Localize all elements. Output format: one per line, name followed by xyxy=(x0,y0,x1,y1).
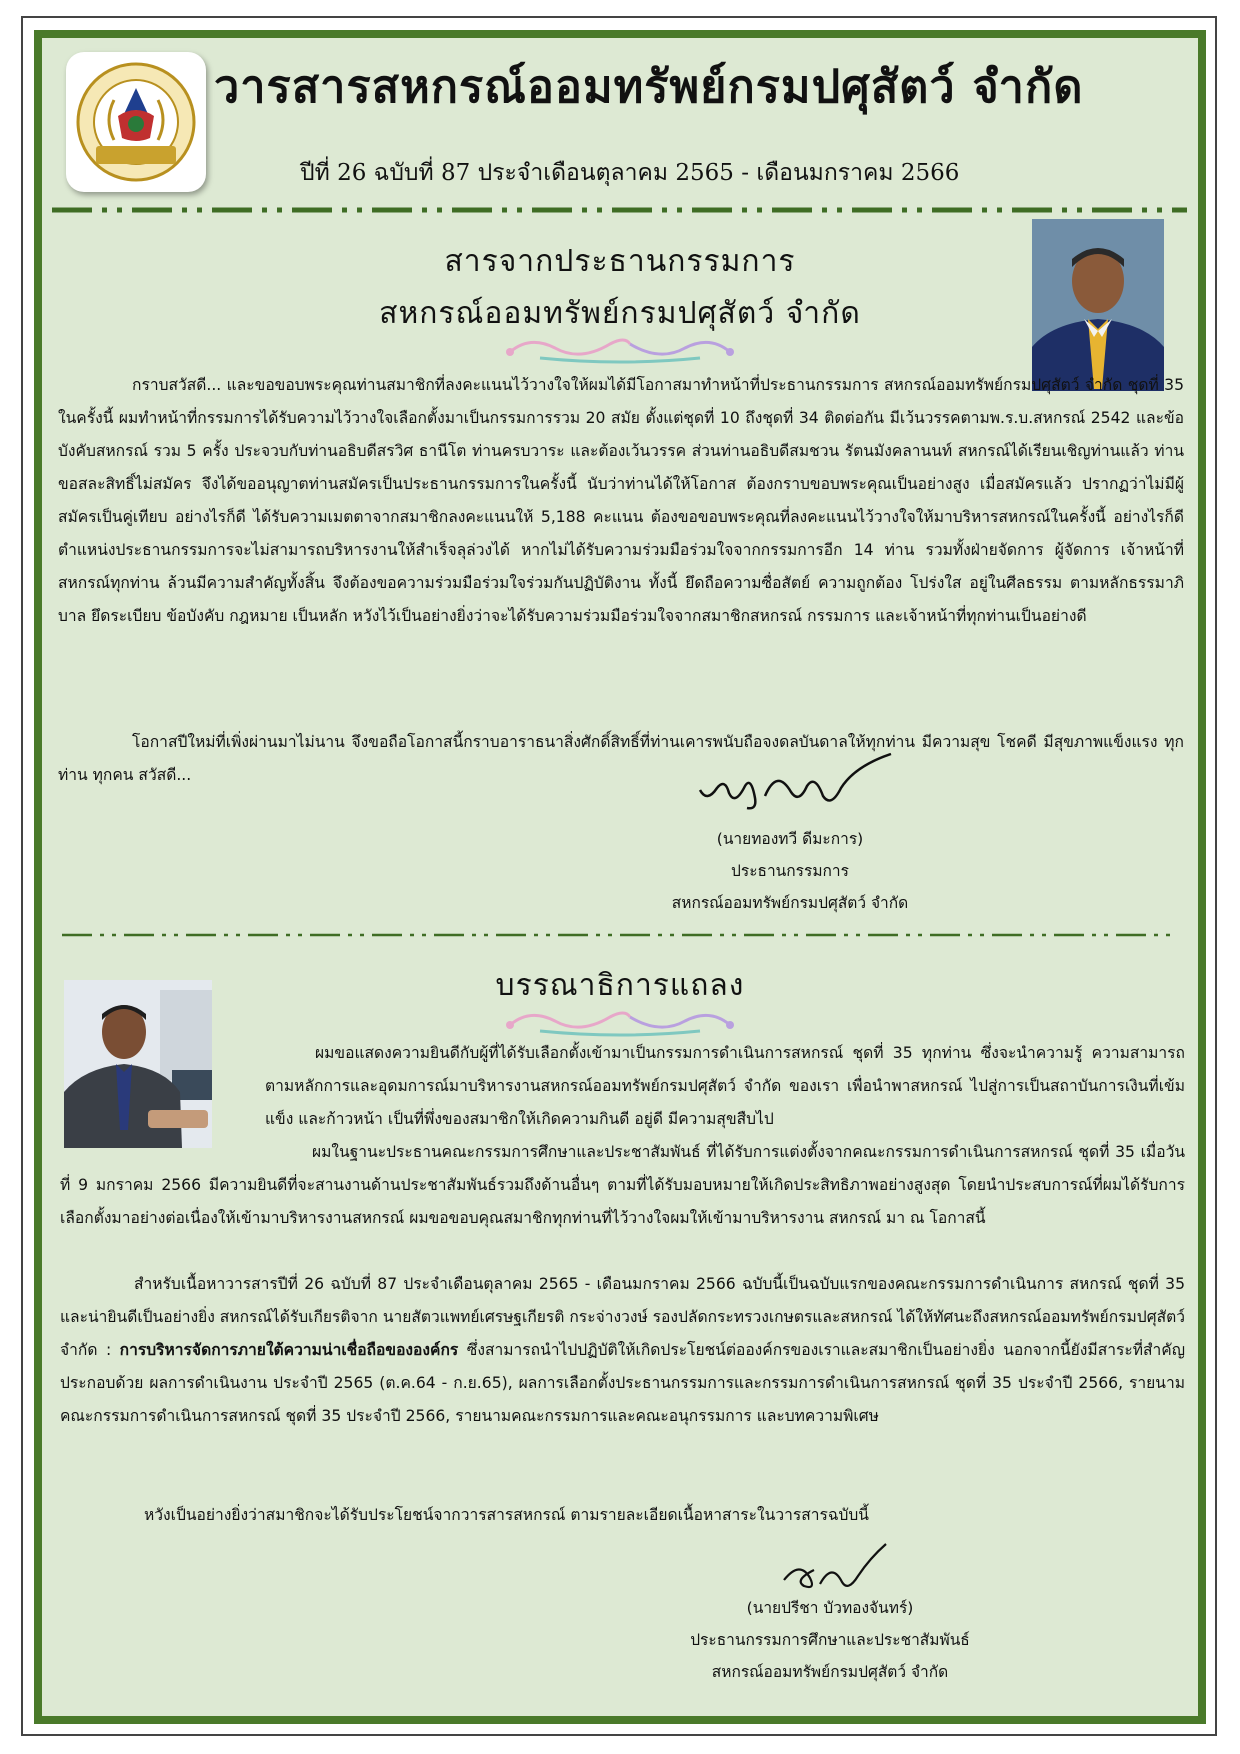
coop-logo xyxy=(66,52,206,192)
editorial-paragraph-3-text-b: ซึ่งสามารถนำไปปฏิบัติให้เกิดประโยชน์ต่อองค์กรของเราและสมาชิกเป็นอย่างยิ่ง นอกจากนี้ยังมีสาระที่สำคัญประกอบด้วย ผลการดำเนินงาน ประจำปี 2565 (ต.ค.64 - ก.ย.65), ผลการเลือกตั้งประธานกรรมการและกรรมการดำเนินการสหกรณ์ ชุดที่ 35 ประจำปี 2566, รายนามคณะกรรมการดำเนินการสหกรณ์ ชุดที่ 35 ประจำปี 2566, รายนามคณะกรรมการและคณะอนุกรรมการ และบทความพิเศษ xyxy=(60,1341,1185,1425)
chairman-paragraph-1: กราบสวัสดี... และขอขอบพระคุณท่านสมาชิกที่ลงคะแนนไว้วางใจให้ผมได้มีโอกาสมาทำหน้าที่ประธานกรรมการ สหกรณ์ออมทรัพย์กรมปศุสัตว์ จำกัด ชุดที่ 35 ในครั้งนี้ ผมทำหน้าที่กรรมการได้รับความไว้วางใจเลือกตั้งมาเป็นกรรมการรวม 20 สมัย ตั้งแต่ชุดที่ 10 ถึงชุดที่ 34 ติดต่อกัน มีเว้นวรรคตามพ.ร.บ.สหกรณ์ 2542 และข้อบังคับสหกรณ์ รวม 5 ครั้ง ประจวบกับท่านอธิบดีสรวิศ ธานีโต ท่านครบวาระ และต้องเว้นวรรค ส่วนท่านอธิบดีสมชวน รัตนมังคลานนท์ สหกรณ์ได้เรียนเชิญท่านแล้ว ท่านขอสละสิทธิ์ไม่สมัคร จึงได้ขออนุญาตท่านสมัครเป็นประธานกรรมการในครั้งนี้ นับว่าท่านได้ให้โอกาส ต้องกราบขอบพระคุณเป็นอย่างสูง เมื่อสมัครแล้ว ปรากฏว่าไม่มีผู้สมัครเป็นคู่เทียบ อย่างไรก็ดี ได้รับความเมตตาจากสมาชิกลงคะแนนให้ 5,188 คะแนน ต้องขอขอบพระคุณที่ลงคะแนนไว้วางใจให้มาบริหารสหกรณ์ในครั้งนี้ อย่างไรก็ดีตำแหน่งประธานกรรมการจะไม่สามารถบริหารงานให้สำเร็จลุล่วงได้ หากไม่ได้รับความร่วมมือร่วมใจจากกรรมการอีก 14 ท่าน รวมทั้งฝ่ายจัดการ ผู้จัดการ เจ้าหน้าที่สหกรณ์ทุกท่าน ล้วนมีความสำคัญทั้งสิ้น จึงต้องขอความร่วมมือร่วมใจร่วมกันปฏิบัติงาน ทั้งนี้ ยึดถือความซื่อสัตย์ ความถูกต้อง โปร่งใส อยู่ในศีลธรรม ตามหลักธรรมาภิบาล ยึดระเบียบ ข้อบังคับ กฎหมาย เป็นหลัก หวังไว้เป็นอย่างยิ่งว่าจะได้รับความร่วมมือร่วมใจจากสมาชิกสหกรณ์ กรรมการ และเจ้าหน้าที่ทุกท่านเป็นอย่างดี xyxy=(58,376,1184,625)
editor-signer-name: (นายปรีชา บัวทองจันทร์) xyxy=(746,1599,914,1617)
chairman-heading-line2: สหกรณ์ออมทรัพย์กรมปศุสัตว์ จำกัด xyxy=(379,296,861,331)
editorial-paragraph-4: หวังเป็นอย่างยิ่งว่าสมาชิกจะได้รับประโยชน์จากวารสารสหกรณ์ ตามรายละเอียดเนื้อหาสาระในวารสารฉบับนี้ xyxy=(144,1506,869,1524)
editor-signature-icon xyxy=(780,1540,890,1600)
editorial-highlight-topic: การบริหารจัดการภายใต้ความน่าเชื่อถือขององค์กร xyxy=(119,1341,459,1359)
section-divider-middle xyxy=(62,930,1174,940)
editor-signer-org: สหกรณ์ออมทรัพย์กรมปศุสัตว์ จำกัด xyxy=(711,1663,949,1681)
section-divider-top xyxy=(52,205,1187,215)
chairman-paragraph-2: โอกาสปีใหม่ที่เพิ่งผ่านมาไม่นาน จึงขอถือโอกาสนี้กราบอาราธนาสิ่งศักดิ์สิทธิ์ที่ท่านเคารพนับถือจงดลบันดาลให้ทุกท่าน มีความสุข โชคดี มีสุขภาพแข็งแรง ทุกท่าน ทุกคน สวัสดี... xyxy=(58,733,1184,784)
editor-photo xyxy=(64,980,212,1148)
editorial-paragraph-2: ผมในฐานะประธานคณะกรรมการศึกษาและประชาสัมพันธ์ ที่ได้รับการแต่งตั้งจากคณะกรรมการดำเนินการสหกรณ์ ชุดที่ 35 เมื่อวันที่ 9 มกราคม 2566 มีความยินดีที่จะสานงานด้านประชาสัมพันธ์รวมถึงด้านอื่นๆ ตามที่ได้รับมอบหมายให้เกิดประสิทธิภาพอย่างสูงสุด โดยนำประสบการณ์ที่ผมได้รับการเลือกตั้งมาอย่างต่อเนื่องให้เข้ามาบริหารงานสหกรณ์ ผมขอขอบคุณสมาชิกทุกท่านที่ไว้วางใจผมให้เข้ามาบริหารงาน สหกรณ์ มา ณ โอกาสนี้ xyxy=(60,1143,1185,1227)
chairman-heading-line1: สารจากประธานกรรมการ xyxy=(444,244,796,279)
coop-seal-icon xyxy=(74,60,198,184)
editor-portrait-icon xyxy=(64,980,212,1148)
editorial-paragraph-1: ผมขอแสดงความยินดีกับผู้ที่ได้รับเลือกตั้งเข้ามาเป็นกรรมการดำเนินการสหกรณ์ ชุดที่ 35 ทุกท่าน ซึ่งจะนำความรู้ ความสามารถ ตามหลักการและอุดมการณ์มาบริหารงานสหกรณ์ออมทรัพย์กรมปศุสัตว์ จำกัด ของเรา เพื่อนำพาสหกรณ์ ไปสู่การเป็นสถาบันการเงินที่เข้มแข็ง และก้าวหน้า เป็นที่พึ่งของสมาชิกให้เกิดความกินดี อยู่ดี มีความสุขสืบไป xyxy=(265,1044,1185,1128)
chairman-signer-name: (นายทองทวี ดีมะการ) xyxy=(716,830,864,848)
issue-info: ปีที่ 26 ฉบับที่ 87 ประจำเดือนตุลาคม 2565 - เดือนมกราคม 2566 xyxy=(300,160,960,186)
editor-signer-title: ประธานกรรมการศึกษาและประชาสัมพันธ์ xyxy=(690,1631,970,1649)
journal-title: วารสารสหกรณ์ออมทรัพย์กรมปศุสัตว์ จำกัด xyxy=(214,60,1084,113)
editorial-heading: บรรณาธิการแถลง xyxy=(495,968,745,1003)
editorial-paragraph-3 xyxy=(60,1268,1185,1433)
chairman-signer-org: สหกรณ์ออมทรัพย์กรมปศุสัตว์ จำกัด xyxy=(671,894,909,912)
editorial-paragraph-3-text-a: สำหรับเนื้อหาวารสารปีที่ 26 ฉบับที่ 87 ประจำเดือนตุลาคม 2565 - เดือนมกราคม 2566 ฉบับนี้เป็นฉบับแรกของคณะกรรมการดำเนินการ สหกรณ์ ชุดที่ 35 และน่ายินดีเป็นอย่างยิ่ง สหกรณ์ได้รับเกียรติจาก นายสัตวแพทย์เศรษฐเกียรติ กระจ่างวงษ์ รองปลัดกระทรวงเกษตรและสหกรณ์ ได้ให้ทัศนะถึงสหกรณ์ออมทรัพย์กรมปศุสัตว์ จำกัด : xyxy=(60,1275,1185,1359)
chairman-signer-title: ประธานกรรมการ xyxy=(731,862,849,880)
flourish-ornament-icon xyxy=(500,330,740,370)
chairman-signature-icon xyxy=(695,748,895,818)
